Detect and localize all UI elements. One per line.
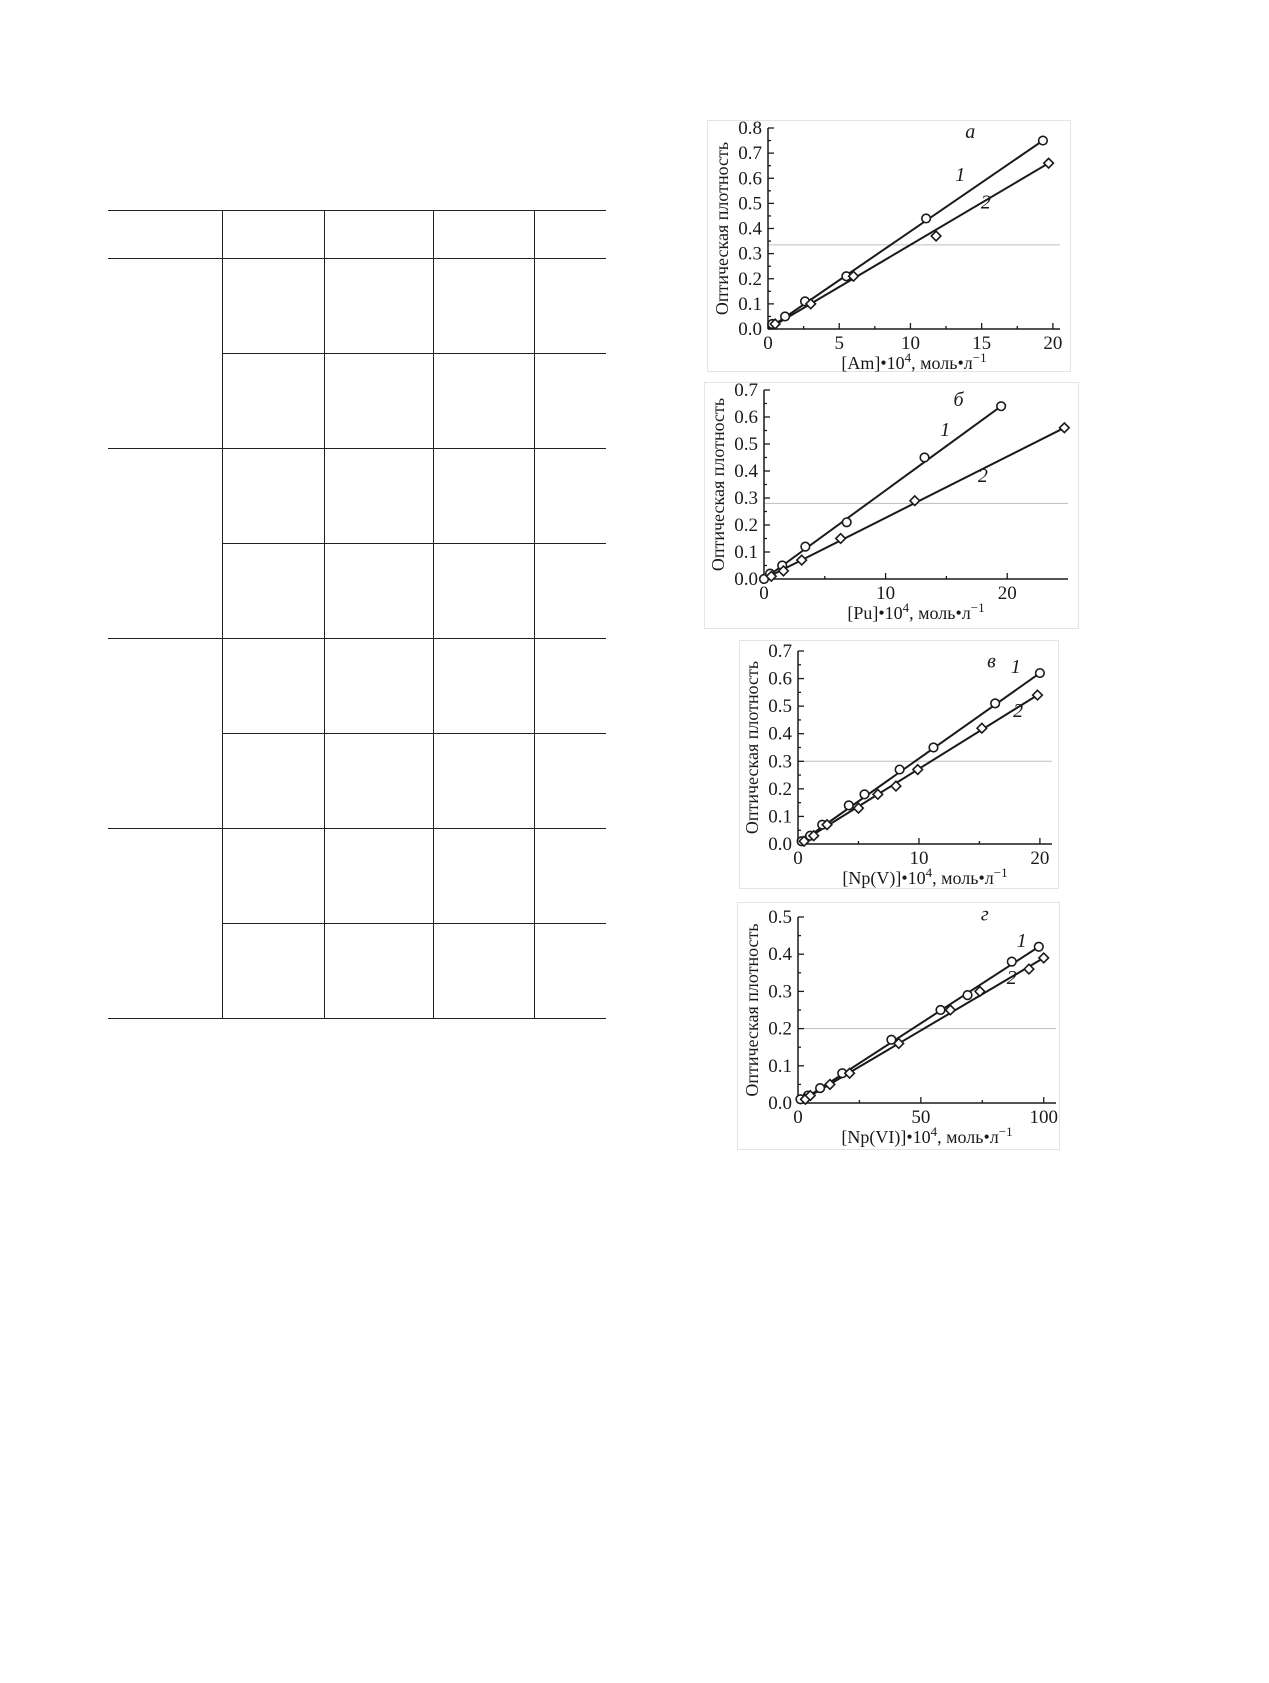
- data-point-circle: [1036, 669, 1045, 678]
- data-point-circle: [920, 453, 929, 462]
- table-cell: [223, 449, 325, 544]
- table-cell: [223, 211, 325, 259]
- y-tick-label: 0.2: [768, 778, 792, 800]
- y-tick-label: 0.5: [738, 193, 762, 215]
- data-point-diamond: [913, 765, 923, 775]
- table-cell: [434, 639, 535, 734]
- table-cell: [223, 354, 325, 449]
- data-point-circle: [860, 790, 869, 799]
- table-cell: [325, 449, 434, 544]
- table-cell: [535, 924, 607, 1019]
- data-point-diamond: [891, 781, 901, 791]
- chart-svg-a: [708, 118, 1070, 373]
- y-tick-label: 0.3: [738, 243, 762, 265]
- curve-label: 1: [955, 163, 966, 186]
- x-tick-label: 100: [1029, 1107, 1058, 1128]
- table-cell: [535, 829, 607, 924]
- x-tick-label: 10: [876, 583, 896, 604]
- table-cell: [108, 449, 223, 639]
- y-axis-label: Оптическая плотность: [712, 141, 732, 316]
- data-point-diamond: [1033, 690, 1043, 700]
- y-tick-label: 0.2: [738, 268, 762, 290]
- table-row: [108, 829, 606, 924]
- fit-line-1: [764, 406, 1001, 579]
- x-axis-label: $[Np(VI)]•10^4$, $моль•л^{-1}$: [841, 1124, 1013, 1147]
- curve-label: 1: [1016, 929, 1027, 952]
- x-tick-label: 5: [834, 333, 844, 354]
- table-cell: [108, 639, 223, 829]
- data-point-circle: [801, 542, 810, 551]
- table-cell: [223, 259, 325, 354]
- data-point-circle: [991, 699, 1000, 708]
- x-axis-label: $[Np(V)]•10^4$, $моль•л^{-1}$: [842, 865, 1008, 888]
- chart-panel-d: [738, 903, 1059, 1149]
- x-tick-label: 20: [997, 583, 1017, 604]
- curve-label: 1: [940, 418, 951, 441]
- table-cell: [325, 544, 434, 639]
- data-point-circle: [1007, 957, 1016, 966]
- x-axis-label: $[Pu]•10^4$, $моль•л^{-1}$: [847, 600, 985, 623]
- chart-svg-b: [705, 380, 1078, 628]
- curve-label: 2: [1013, 700, 1024, 723]
- y-tick-label: 0.2: [768, 1018, 792, 1040]
- curve-label: 2: [977, 464, 988, 487]
- data-point-circle: [781, 312, 790, 321]
- table-cell: [325, 734, 434, 829]
- table-cell: [108, 829, 223, 1019]
- x-tick-label: 0: [759, 583, 769, 604]
- y-tick-label: 0.8: [738, 118, 762, 139]
- table-cell: [535, 259, 607, 354]
- table-cell: [325, 211, 434, 259]
- x-tick-label: 15: [972, 333, 992, 354]
- data-point-circle: [963, 991, 972, 1000]
- y-axis-label: Оптическая плотность: [742, 923, 762, 1097]
- y-tick-label: 0.4: [768, 944, 792, 966]
- table-cell: [325, 924, 434, 1019]
- y-tick-label: 0.4: [738, 218, 762, 240]
- y-axis-label: Оптическая плотность: [742, 660, 762, 835]
- x-tick-label: 50: [911, 1107, 931, 1128]
- table-cell: [535, 544, 607, 639]
- y-tick-label: 0.0: [738, 319, 762, 340]
- y-tick-label: 0.5: [768, 696, 792, 718]
- table-cell: [434, 829, 535, 924]
- x-tick-label: 20: [1030, 848, 1050, 869]
- table-cell: [535, 734, 607, 829]
- table-cell: [535, 354, 607, 449]
- data-point-diamond: [1060, 423, 1070, 433]
- table-cell: [223, 639, 325, 734]
- y-tick-label: 0.5: [768, 907, 792, 928]
- y-tick-label: 0.0: [734, 569, 758, 590]
- table-cell: [108, 259, 223, 449]
- y-tick-label: 0.6: [738, 168, 762, 190]
- curve-label: 1: [1010, 656, 1021, 679]
- y-tick-label: 0.1: [734, 542, 758, 563]
- table-cell: [434, 259, 535, 354]
- y-tick-label: 0.1: [738, 293, 762, 315]
- y-tick-label: 0.6: [768, 668, 792, 690]
- table-cell: [434, 734, 535, 829]
- table-row: [108, 259, 606, 354]
- panel-letter: а: [965, 121, 976, 144]
- table-row: [108, 449, 606, 544]
- y-tick-label: 0.0: [768, 834, 792, 855]
- y-tick-label: 0.3: [768, 981, 792, 1003]
- table-row: [108, 639, 606, 734]
- chart-panel-c: [740, 641, 1058, 888]
- table-cell: [223, 734, 325, 829]
- panel-letter: г: [980, 903, 989, 926]
- y-tick-label: 0.3: [768, 751, 792, 773]
- x-tick-label: 0: [763, 333, 773, 354]
- table-cell: [325, 354, 434, 449]
- chart-svg-d: [738, 903, 1059, 1149]
- table-cell: [223, 829, 325, 924]
- table-cell: [434, 544, 535, 639]
- curve-label: 2: [980, 191, 991, 214]
- empty-table: [108, 210, 606, 1019]
- table-cell: [325, 829, 434, 924]
- panel-letter: в: [987, 650, 996, 673]
- data-point-diamond: [1039, 953, 1049, 963]
- curve-label: 2: [1006, 966, 1017, 989]
- data-point-circle: [1035, 942, 1044, 951]
- x-tick-label: 10: [909, 848, 929, 869]
- table-header-row: [108, 211, 606, 259]
- y-tick-label: 0.0: [768, 1093, 792, 1114]
- table-cell: [108, 211, 223, 259]
- table-cell: [325, 259, 434, 354]
- table-cell: [535, 639, 607, 734]
- data-point-circle: [816, 1084, 825, 1093]
- y-tick-label: 0.7: [768, 641, 792, 662]
- y-tick-label: 0.1: [768, 1055, 792, 1077]
- data-point-diamond: [797, 555, 807, 565]
- y-axis-label: Оптическая плотность: [708, 397, 728, 572]
- data-point-circle: [997, 402, 1006, 411]
- panel-letter: б: [953, 389, 964, 412]
- data-point-circle: [895, 765, 904, 774]
- y-tick-label: 0.7: [738, 143, 762, 165]
- data-point-circle: [929, 743, 938, 752]
- x-tick-label: 20: [1043, 333, 1063, 354]
- chart-panel-a: [708, 118, 1070, 373]
- x-tick-label: 0: [793, 1107, 803, 1128]
- table-cell: [434, 924, 535, 1019]
- table-cell: [325, 639, 434, 734]
- data-point-circle: [845, 801, 854, 810]
- fit-line-1: [798, 673, 1040, 844]
- y-tick-label: 0.3: [734, 488, 758, 509]
- table-cell: [434, 449, 535, 544]
- y-tick-label: 0.6: [734, 407, 758, 428]
- data-point-circle: [922, 214, 931, 223]
- data-point-circle: [842, 518, 851, 527]
- table-cell: [223, 544, 325, 639]
- x-tick-label: 10: [900, 333, 920, 354]
- x-tick-label: 0: [793, 848, 803, 869]
- chart-svg-c: [740, 641, 1058, 888]
- y-tick-label: 0.1: [768, 806, 792, 828]
- y-tick-label: 0.4: [734, 461, 758, 482]
- x-axis-label: $[Am]•10^4$, $моль•л^{-1}$: [841, 350, 987, 373]
- y-tick-label: 0.2: [734, 515, 758, 536]
- table-cell: [434, 354, 535, 449]
- y-tick-label: 0.5: [734, 434, 758, 455]
- table-cell: [535, 211, 607, 259]
- fit-line-1: [798, 947, 1039, 1103]
- table-cell: [434, 211, 535, 259]
- data-point-circle: [936, 1006, 945, 1015]
- table-cell: [535, 449, 607, 544]
- data-point-diamond: [1044, 158, 1054, 168]
- data-point-circle: [1039, 136, 1048, 145]
- chart-panel-b: [705, 380, 1078, 628]
- y-tick-label: 0.7: [734, 380, 758, 401]
- y-tick-label: 0.4: [768, 723, 792, 745]
- table-cell: [223, 924, 325, 1019]
